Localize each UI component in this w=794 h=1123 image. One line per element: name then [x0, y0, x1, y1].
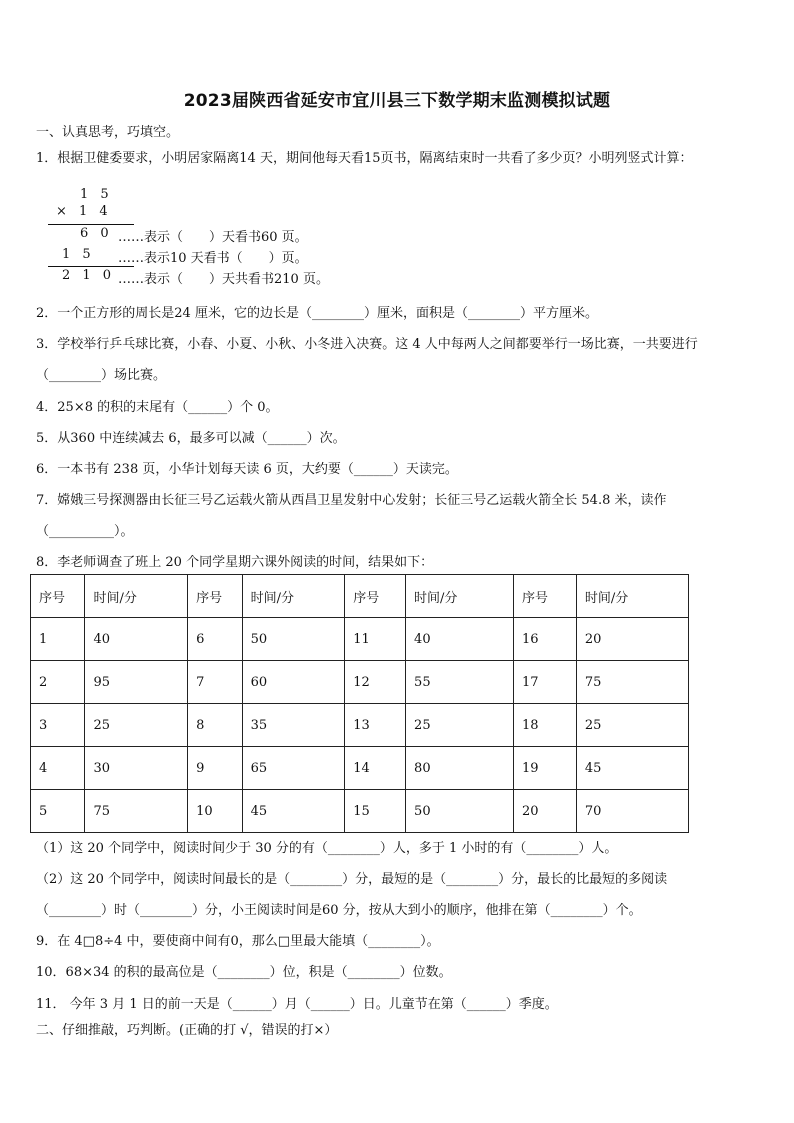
- table-cell: 80: [406, 747, 514, 790]
- table-cell: 14: [345, 747, 406, 790]
- question-2: 2．一个正方形的周长是24 厘米，它的边长是（________）厘米，面积是（________）平方厘米。: [36, 306, 598, 321]
- table-cell: 30: [85, 747, 188, 790]
- table-cell: 60: [242, 661, 345, 704]
- header-cell: 时间/分: [406, 575, 514, 618]
- table-cell: 2: [31, 661, 85, 704]
- vertical-note-5: ……表示（ ）天共看书210 页。: [118, 272, 329, 287]
- question-4: 4．25×8 的积的末尾有（______）个 0。: [36, 400, 279, 415]
- table-cell: 25: [406, 704, 514, 747]
- table-cell: 11: [345, 618, 406, 661]
- table-cell: 10: [188, 790, 242, 833]
- section-2-heading: 二、仔细推敲，巧判断。(正确的打 √，错误的打×）: [36, 1023, 338, 1038]
- vertical-row-5: 2 1 0: [62, 268, 116, 283]
- vertical-rule-2: [48, 266, 134, 267]
- table-row: [31, 704, 689, 747]
- table-cell: 45: [242, 790, 345, 833]
- table-cell: 20: [513, 790, 576, 833]
- question-7-line-2: （__________）。: [36, 524, 134, 539]
- table-cell: 55: [406, 661, 514, 704]
- table-row: [31, 661, 689, 704]
- question-8: 8．李老师调查了班上 20 个同学星期六课外阅读的时间，结果如下：: [36, 555, 434, 570]
- vertical-note-3: ……表示（ ）天看书60 页。: [118, 230, 308, 245]
- table-cell: 50: [242, 618, 345, 661]
- vertical-row-1: 1 5: [80, 187, 113, 202]
- header-cell: 时间/分: [242, 575, 345, 618]
- table-cell: 40: [85, 618, 188, 661]
- table-cell: 19: [513, 747, 576, 790]
- table-cell: 16: [513, 618, 576, 661]
- header-cell: 时间/分: [576, 575, 688, 618]
- table-cell: 6: [188, 618, 242, 661]
- table-header-row: [31, 575, 689, 618]
- table-row: [31, 747, 689, 790]
- table-cell: 45: [576, 747, 688, 790]
- question-3-line-2: （________）场比赛。: [36, 368, 167, 383]
- table-cell: 5: [31, 790, 85, 833]
- table-cell: 25: [576, 704, 688, 747]
- question-3-line-1: 3．学校举行乒乓球比赛，小春、小夏、小秋、小冬进入决赛。这 4 人中每两人之间都要举行一场比赛，一共要进行: [36, 337, 698, 352]
- page-title: 2023届陕西省延安市宜川县三下数学期末监测模拟试题: [183, 91, 611, 111]
- question-1: 1．根据卫健委要求，小明居家隔离14 天，期间他每天看15页书，隔离结束时一共看了多少页？小明列竖式计算：: [36, 151, 693, 166]
- header-cell: 序号: [188, 575, 242, 618]
- table-cell: 50: [406, 790, 514, 833]
- vertical-row-2: × 1 4: [56, 204, 112, 219]
- question-5: 5．从360 中连续减去 6，最多可以减（______）次。: [36, 431, 346, 446]
- table-cell: 1: [31, 618, 85, 661]
- header-cell: 时间/分: [85, 575, 188, 618]
- section-1-heading: 一、认真思考，巧填空。: [36, 125, 180, 140]
- question-6: 6．一本书有 238 页，小华计划每天读 6 页，大约要（______）天读完。: [36, 462, 458, 477]
- table-cell: 15: [345, 790, 406, 833]
- vertical-row-4: 1 5: [62, 247, 95, 262]
- table-row: [31, 790, 689, 833]
- vertical-rule-1: [48, 224, 134, 225]
- table-cell: 4: [31, 747, 85, 790]
- question-8-part-2-line-1: （2）这 20 个同学中，阅读时间最长的是（________）分，最短的是（________）分，最长的比最短的多阅读: [36, 872, 668, 887]
- table-cell: 70: [576, 790, 688, 833]
- table-cell: 25: [85, 704, 188, 747]
- vertical-row-3: 6 0: [80, 226, 113, 241]
- table-cell: 17: [513, 661, 576, 704]
- table-cell: 3: [31, 704, 85, 747]
- table-cell: 18: [513, 704, 576, 747]
- vertical-note-4: ……表示10 天看书（ ）页。: [118, 251, 308, 266]
- table-row: [31, 618, 689, 661]
- question-11: 11． 今年 3 月 1 日的前一天是（______）月（______）日。儿童节在第（______）季度。: [36, 997, 558, 1012]
- table-cell: 65: [242, 747, 345, 790]
- header-cell: 序号: [31, 575, 85, 618]
- table-cell: 75: [576, 661, 688, 704]
- table-cell: 20: [576, 618, 688, 661]
- table-cell: 9: [188, 747, 242, 790]
- question-8-part-1: （1）这 20 个同学中，阅读时间少于 30 分的有（________）人，多于 1 小时的有（________）人。: [36, 841, 618, 856]
- header-cell: 序号: [345, 575, 406, 618]
- header-cell: 序号: [513, 575, 576, 618]
- table-cell: 12: [345, 661, 406, 704]
- table-cell: 7: [188, 661, 242, 704]
- question-8-part-2-line-2: （________）时（________）分，小王阅读时间是60 分，按从大到小的顺序，他排在第（________）个。: [36, 903, 642, 918]
- reading-time-table: [30, 574, 689, 833]
- table-cell: 40: [406, 618, 514, 661]
- question-9: 9．在 4□8÷4 中，要使商中间有0，那么□里最大能填（________）。: [36, 934, 440, 949]
- table-cell: 75: [85, 790, 188, 833]
- question-10: 10．68×34 的积的最高位是（________）位，积是（________）位数。: [36, 965, 452, 980]
- question-7-line-1: 7．嫦娥三号探测器由长征三号乙运载火箭从西昌卫星发射中心发射；长征三号乙运载火箭全长 54.8 米，读作: [36, 493, 667, 508]
- table-cell: 8: [188, 704, 242, 747]
- table-cell: 95: [85, 661, 188, 704]
- table-cell: 13: [345, 704, 406, 747]
- table-cell: 35: [242, 704, 345, 747]
